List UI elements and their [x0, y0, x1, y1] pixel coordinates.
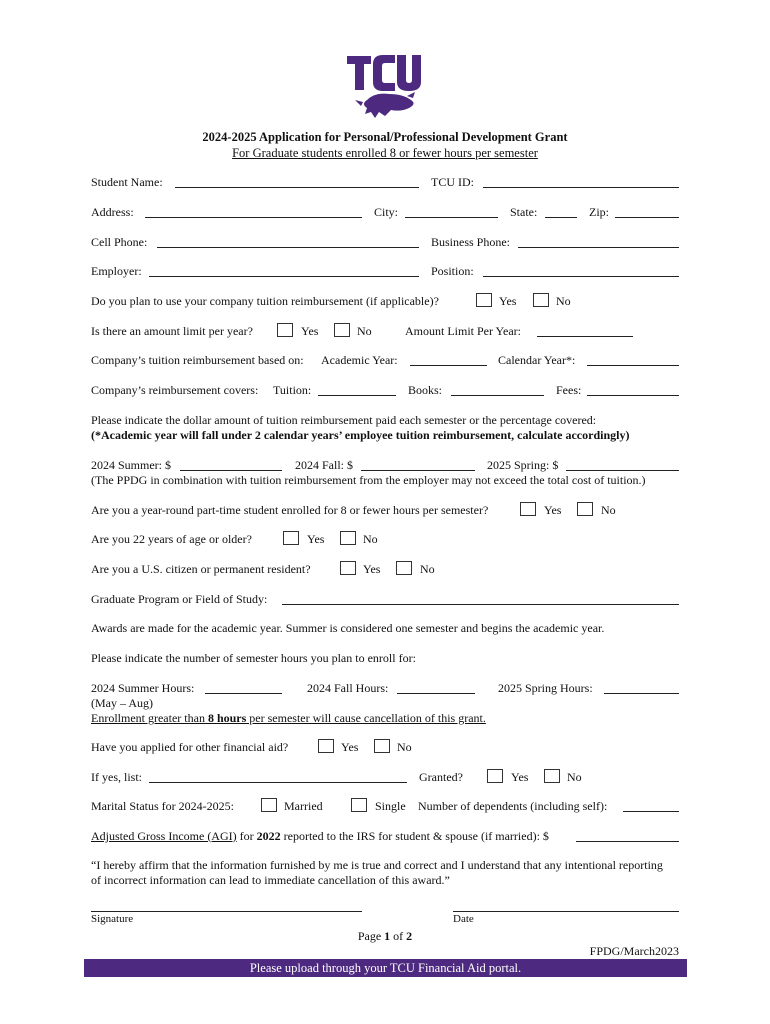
city-label: City: — [374, 205, 399, 219]
business-phone-label: Business Phone: — [431, 235, 511, 249]
citizen-question: Are you a U.S. citizen or permanent resident? — [91, 562, 311, 576]
limit-no-checkbox[interactable] — [334, 323, 350, 337]
upload-banner: Please upload through your TCU Financial Aid portal. — [84, 959, 687, 977]
student-name-field[interactable] — [175, 187, 419, 188]
employer-field[interactable] — [149, 276, 419, 277]
awards-note: Awards are made for the academic year. Summer is considered one semester and begins the academic year. — [91, 621, 605, 635]
tcu-id-field[interactable] — [483, 187, 679, 188]
granted-label: Granted? — [419, 770, 463, 784]
calendar-year-label: Calendar Year*: — [498, 353, 576, 367]
year-round-yes-label: Yes — [544, 503, 562, 517]
single-checkbox[interactable] — [351, 798, 367, 812]
year-round-question: Are you a year-round part-time student enrolled for 8 or fewer hours per semester? — [91, 503, 489, 517]
summer-2024-field[interactable] — [180, 470, 282, 471]
limit-yes-label: Yes — [301, 324, 319, 338]
age-no-checkbox[interactable] — [340, 531, 356, 545]
address-label: Address: — [91, 205, 134, 219]
spring-hours-field[interactable] — [604, 693, 679, 694]
tcu-logo — [345, 50, 427, 122]
fall-hours-field[interactable] — [397, 693, 475, 694]
cell-phone-field[interactable] — [157, 247, 419, 248]
tcu-id-label: TCU ID: — [431, 175, 474, 189]
signature-label: Signature — [91, 913, 134, 925]
limit-yes-checkbox[interactable] — [277, 323, 293, 337]
dependents-field[interactable] — [623, 811, 679, 812]
date-field[interactable] — [453, 911, 679, 912]
program-label: Graduate Program or Field of Study: — [91, 592, 268, 606]
single-label: Single — [375, 799, 406, 813]
page-number: Page 1 of 2 — [357, 929, 413, 943]
citizen-yes-checkbox[interactable] — [340, 561, 356, 575]
granted-no-label: No — [567, 770, 582, 784]
reimbursement-no-label: No — [556, 294, 571, 308]
summer-hours-field[interactable] — [205, 693, 282, 694]
state-field[interactable] — [545, 217, 577, 218]
amount-limit-label: Amount Limit Per Year: — [405, 324, 521, 338]
reimbursement-yes-label: Yes — [499, 294, 517, 308]
summer-2024-label: 2024 Summer: $ — [91, 458, 171, 472]
age-yes-checkbox[interactable] — [283, 531, 299, 545]
books-label: Books: — [408, 383, 443, 397]
citizen-no-checkbox[interactable] — [396, 561, 412, 575]
dependents-label: Number of dependents (including self): — [418, 799, 608, 813]
date-label: Date — [453, 913, 474, 925]
affirmation-line-1: “I hereby affirm that the information furnished by me is true and correct and I understand that any intentional reporting — [91, 858, 663, 872]
spring-2025-label: 2025 Spring: $ — [487, 458, 559, 472]
reimbursement-no-checkbox[interactable] — [533, 293, 549, 307]
granted-yes-label: Yes — [511, 770, 529, 784]
agi-field[interactable] — [576, 841, 679, 842]
married-checkbox[interactable] — [261, 798, 277, 812]
form-title: 2024-2025 Application for Personal/Professional Development Grant — [202, 130, 568, 144]
tuition-field[interactable] — [318, 395, 396, 396]
business-phone-field[interactable] — [518, 247, 679, 248]
city-field[interactable] — [405, 217, 498, 218]
summer-months: (May – Aug) — [91, 696, 153, 710]
position-label: Position: — [431, 264, 474, 278]
reimbursement-question: Do you plan to use your company tuition reimbursement (if applicable)? — [91, 294, 439, 308]
reimbursement-yes-checkbox[interactable] — [476, 293, 492, 307]
signature-field[interactable] — [91, 911, 362, 912]
cell-phone-label: Cell Phone: — [91, 235, 148, 249]
academic-year-note: (*Academic year will fall under 2 calendar years’ employee tuition reimbursement, calculate accordingly) — [91, 428, 630, 442]
student-name-label: Student Name: — [91, 175, 163, 189]
position-field[interactable] — [483, 276, 679, 277]
if-yes-label: If yes, list: — [91, 770, 142, 784]
academic-year-label: Academic Year: — [321, 353, 398, 367]
other-aid-yes-label: Yes — [341, 740, 359, 754]
aid-list-field[interactable] — [149, 782, 407, 783]
granted-yes-checkbox[interactable] — [487, 769, 503, 783]
indicate-amount-text: Please indicate the dollar amount of tuition reimbursement paid each semester or the percentage covered: — [91, 413, 597, 427]
program-field[interactable] — [282, 604, 679, 605]
limit-no-label: No — [357, 324, 372, 338]
covers-label: Company’s reimbursement covers: — [91, 383, 259, 397]
spring-hours-label: 2025 Spring Hours: — [498, 681, 593, 695]
year-round-yes-checkbox[interactable] — [520, 502, 536, 516]
address-field[interactable] — [145, 217, 362, 218]
age-no-label: No — [363, 532, 378, 546]
granted-no-checkbox[interactable] — [544, 769, 560, 783]
fall-2024-label: 2024 Fall: $ — [295, 458, 354, 472]
state-label: State: — [510, 205, 538, 219]
ppdg-note: (The PPDG in combination with tuition reimbursement from the employer may not exceed the total cost of tuition.) — [91, 473, 646, 487]
citizen-yes-label: Yes — [363, 562, 381, 576]
other-aid-question: Have you applied for other financial aid? — [91, 740, 289, 754]
form-code: FPDG/March2023 — [589, 944, 679, 958]
books-field[interactable] — [451, 395, 544, 396]
tuition-label: Tuition: — [273, 383, 312, 397]
fall-hours-label: 2024 Fall Hours: — [307, 681, 389, 695]
other-aid-no-checkbox[interactable] — [374, 739, 390, 753]
enrollment-warning: Enrollment greater than 8 hours per semester will cause cancellation of this grant. — [91, 711, 486, 725]
age-question: Are you 22 years of age or older? — [91, 532, 252, 546]
fees-field[interactable] — [587, 395, 679, 396]
based-on-label: Company’s tuition reimbursement based on: — [91, 353, 304, 367]
fall-2024-field[interactable] — [361, 470, 475, 471]
agi-label: Adjusted Gross Income (AGI) for 2022 reported to the IRS for student & spouse (if married): $ — [91, 829, 549, 843]
summer-hours-label: 2024 Summer Hours: — [91, 681, 195, 695]
citizen-no-label: No — [420, 562, 435, 576]
zip-label: Zip: — [589, 205, 609, 219]
fees-label: Fees: — [556, 383, 582, 397]
amount-limit-field[interactable] — [537, 336, 633, 337]
married-label: Married — [284, 799, 323, 813]
other-aid-yes-checkbox[interactable] — [318, 739, 334, 753]
zip-field[interactable] — [615, 217, 679, 218]
marital-label: Marital Status for 2024-2025: — [91, 799, 234, 813]
limit-question: Is there an amount limit per year? — [91, 324, 253, 338]
form-subtitle: For Graduate students enrolled 8 or fewer hours per semester — [232, 146, 538, 160]
year-round-no-checkbox[interactable] — [577, 502, 593, 516]
hours-prompt: Please indicate the number of semester hours you plan to enroll for: — [91, 651, 416, 665]
affirmation-line-2: of incorrect information can lead to immediate cancellation of this award.” — [91, 873, 450, 887]
year-round-no-label: No — [601, 503, 616, 517]
other-aid-no-label: No — [397, 740, 412, 754]
calendar-year-field[interactable] — [587, 365, 679, 366]
employer-label: Employer: — [91, 264, 142, 278]
academic-year-field[interactable] — [410, 365, 487, 366]
age-yes-label: Yes — [307, 532, 325, 546]
spring-2025-field[interactable] — [566, 470, 679, 471]
